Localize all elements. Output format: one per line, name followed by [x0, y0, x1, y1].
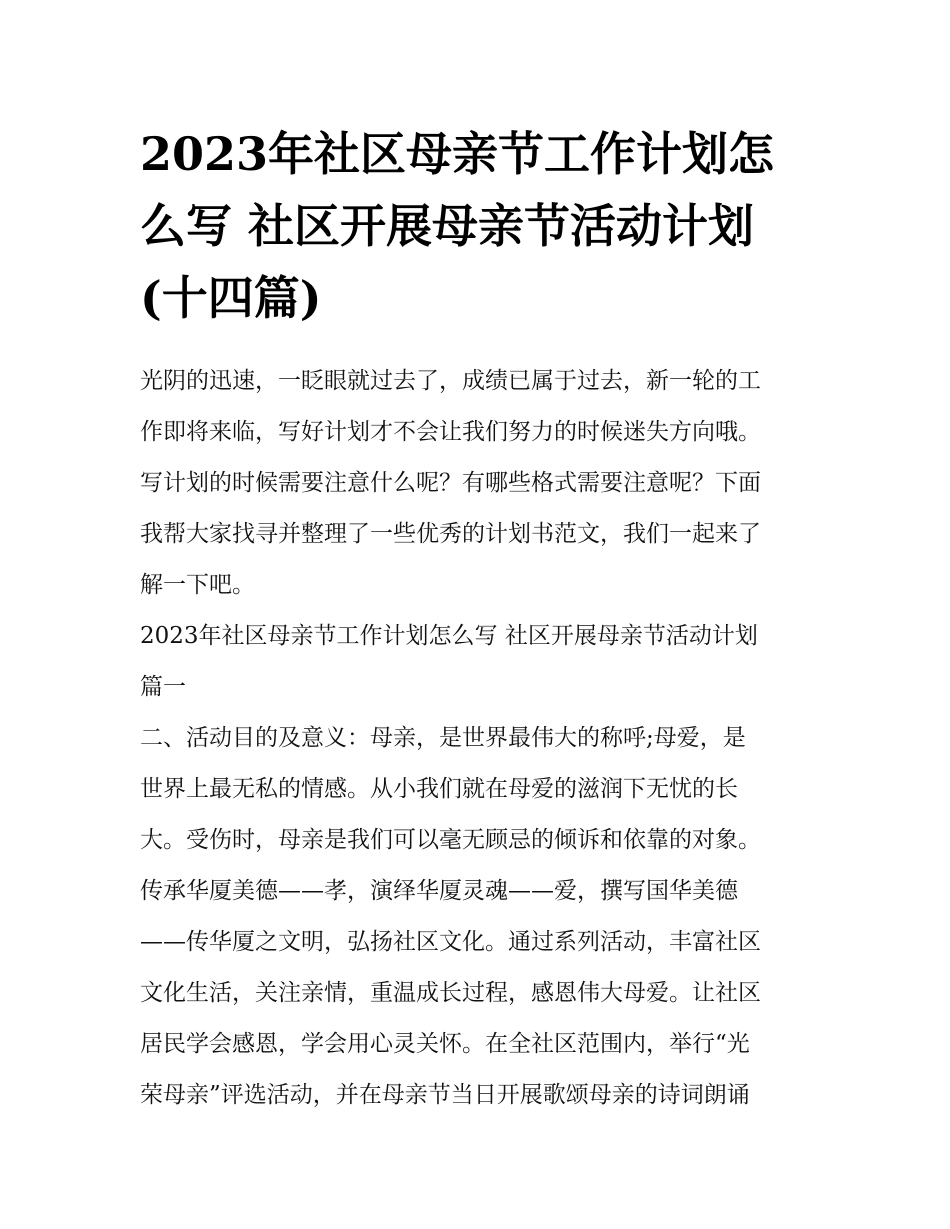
section-body-line: 二、活动目的及意义：母亲，是世界最伟大的称呼;母爱，是: [140, 725, 746, 751]
document-body: [140, 356, 820, 1121]
intro-line: 作即将来临，写好计划才不会让我们努力的时候迷失方向哦。: [140, 419, 761, 445]
intro-line: 我帮大家找寻并整理了一些优秀的计划书范文，我们一起来了: [140, 521, 761, 547]
title-line-1: 2023年社区母亲节工作计划怎: [140, 127, 775, 181]
section-body-line: 荣母亲”评选活动，并在母亲节当日开展歌颂母亲的诗词朗诵: [140, 1082, 750, 1108]
intro-paragraph: [140, 356, 820, 611]
section-heading-line: 篇一: [140, 674, 186, 700]
section-heading: [140, 611, 820, 713]
section-body-line: ——传华厦之文明，弘扬社区文化。通过系列活动，丰富社区: [140, 929, 761, 955]
intro-line: 写计划的时候需要注意什么呢？有哪些格式需要注意呢？下面: [140, 470, 761, 496]
section-body-line: 大。受伤时，母亲是我们可以毫无顾忌的倾诉和依靠的对象。: [140, 827, 761, 853]
section-body-line: 居民学会感恩，学会用心灵关怀。在全社区范围内，举行“光: [140, 1031, 750, 1057]
section-body-paragraph: [140, 713, 820, 1121]
document-page: [140, 118, 820, 1121]
intro-line: 解一下吧。: [140, 572, 255, 598]
document-title: [140, 118, 820, 334]
section-body-line: 世界上最无私的情感。从小我们就在母爱的滋润下无忧的长: [140, 776, 738, 802]
section-heading-line: 2023年社区母亲节工作计划怎么写 社区开展母亲节活动计划: [140, 623, 758, 649]
section-body-line: 传承华厦美德——孝，演绎华厦灵魂——爱，撰写国华美德: [140, 878, 738, 904]
title-line-3: (十四篇): [140, 271, 322, 325]
section-body-line: 文化生活，关注亲情，重温成长过程，感恩伟大母爱。让社区: [140, 980, 761, 1006]
intro-line: 光阴的迅速，一眨眼就过去了，成绩已属于过去，新一轮的工: [140, 368, 761, 394]
title-line-2: 么写 社区开展母亲节活动计划: [140, 199, 755, 253]
